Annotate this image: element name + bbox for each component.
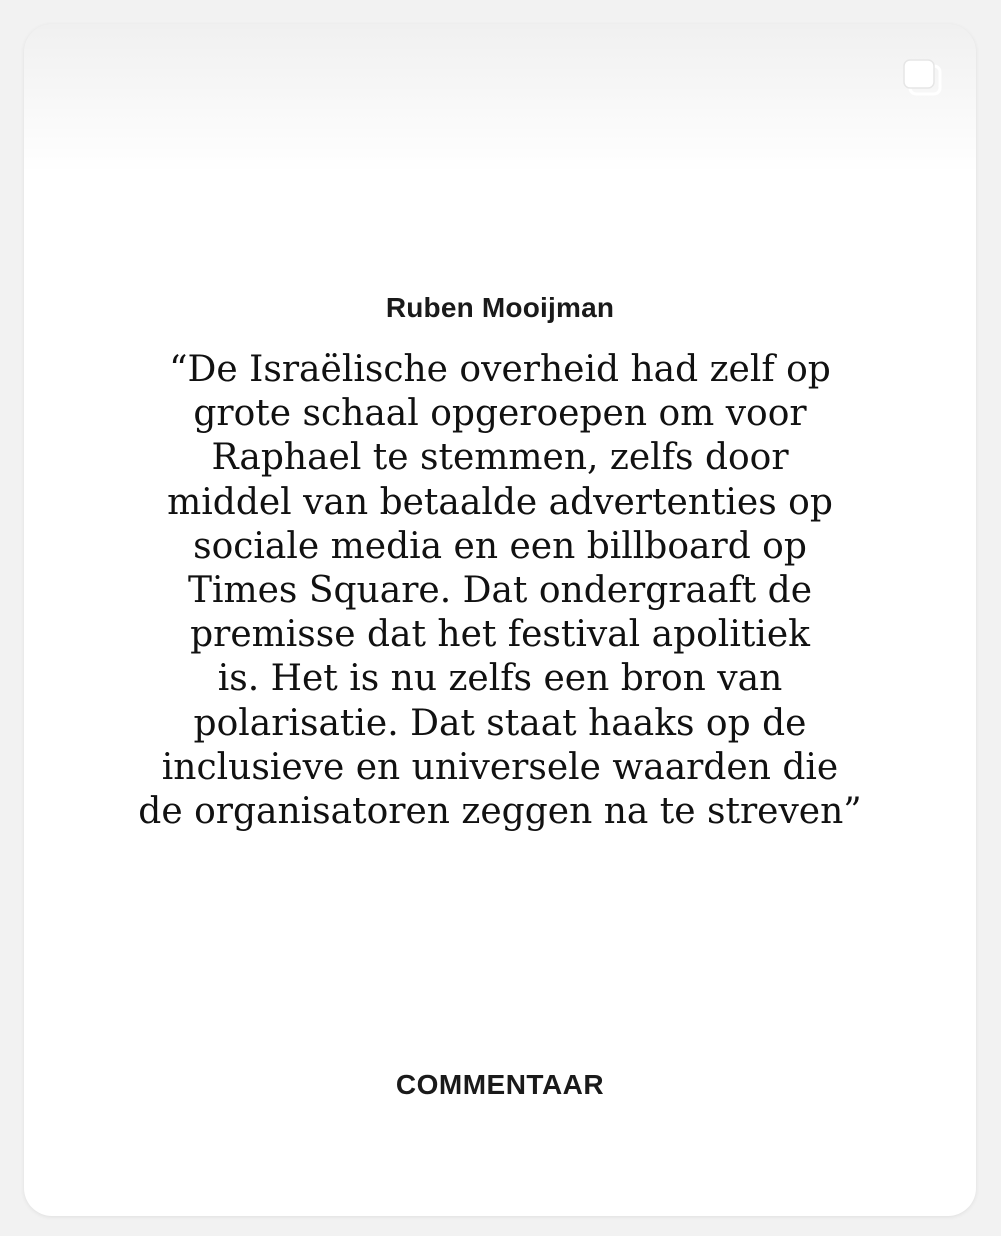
multiple-images-icon[interactable]: [898, 56, 946, 100]
quote-line: inclusieve en universele waarden die: [161, 746, 839, 788]
quote-text: [114, 348, 886, 834]
post-card: [24, 24, 976, 1216]
quote-line: middel van betaalde advertenties op: [167, 481, 833, 523]
author-name: Ruben Mooijman: [385, 292, 615, 323]
quote-line: grote schaal opgeroepen om voor: [193, 393, 807, 435]
quote-line: Times Square. Dat ondergraaft de: [187, 570, 813, 612]
top-gradient: [24, 24, 976, 174]
quote-line: polarisatie. Dat staat haaks op de: [193, 702, 807, 744]
quote-line: de organisatoren zeggen na te streven”: [138, 791, 862, 833]
quote-line: premisse dat het festival apolitiek: [190, 614, 810, 656]
quote-line: sociale media en een billboard op: [193, 525, 807, 567]
section-label: COMMENTAAR: [395, 1069, 605, 1100]
quote-line: “De Israëlische overheid had zelf op: [169, 349, 831, 390]
quote-line: is. Het is nu zelfs een bron van: [217, 658, 783, 700]
quote-line: Raphael te stemmen, zelfs door: [211, 437, 789, 479]
